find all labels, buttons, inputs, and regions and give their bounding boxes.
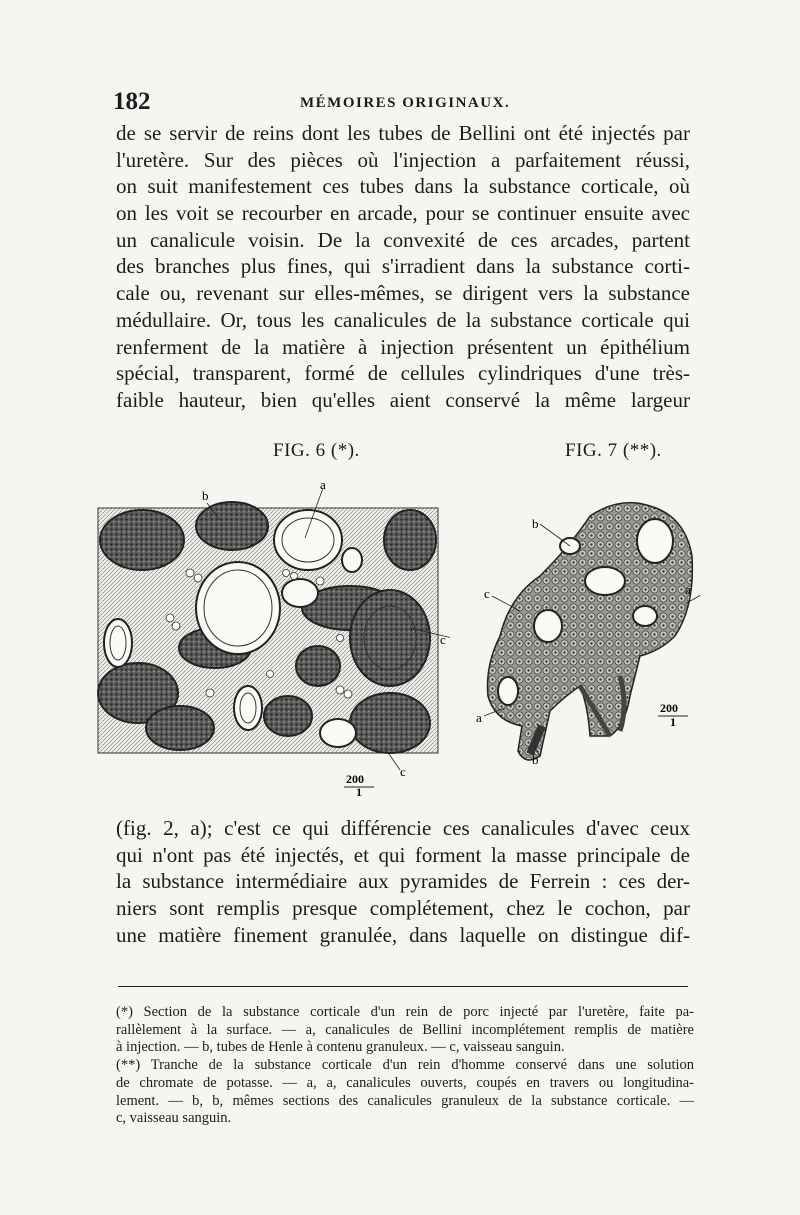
text-line: l'uretère. Sur des pièces où l'injection a parfaitement réussi,	[116, 147, 690, 172]
footnotes	[116, 1004, 694, 1128]
fig6-label-c: c	[440, 632, 446, 647]
text-line: qui n'ont pas été injectés, et qui forment la masse principale de	[116, 842, 690, 867]
footnote-line: c, vaisseau sanguin.	[116, 1110, 232, 1127]
fig7-scale-denominator: 1	[670, 715, 676, 729]
text-line: on les voit se recourber en arcade, pour se continuer ensuite avec	[116, 201, 690, 226]
text-line: médullaire. Or, tous les canalicules de la substance corticale qui	[116, 307, 690, 332]
fig7-label-a: a	[685, 582, 691, 597]
text-line: (fig. 2, a); c'est ce qui différencie ces canalicules d'avec ceux	[116, 816, 690, 840]
fig6-scale-numerator: 200	[346, 772, 364, 786]
text-line: on suit manifestement ces tubes dans la substance corticale, où	[116, 174, 690, 199]
fig7-label-a: a	[476, 710, 482, 725]
text-line: la substance intermédiaire aux pyramides de Ferrein : ces der-	[116, 869, 690, 894]
body-text-bottom	[116, 815, 690, 948]
fig6-label-a: a	[320, 478, 326, 492]
footnote-line: rallèlement à la surface. — a, canalicules de Bellini incomplétement remplis de matière	[116, 1021, 694, 1038]
fig7-label-b: b	[532, 516, 539, 531]
text-line: renferment de la matière à injection présentent un épithélium	[116, 334, 690, 359]
figure-6-illustration	[90, 478, 450, 798]
fig6-scale-denominator: 1	[356, 785, 362, 798]
fig6-label-c: c	[400, 764, 406, 779]
text-line: cale ou, revenant sur elles-mêmes, se dirigent vers la substance	[116, 281, 690, 306]
fig6-label-b: b	[202, 488, 209, 503]
text-line: faible hauteur, bien qu'elles aient conservé la même largeur	[116, 387, 690, 412]
text-line: de se servir de reins dont les tubes de Bellini ont été injectés par	[116, 121, 690, 145]
text-line: une matière finement granulée, dans laquelle on distingue dif-	[116, 922, 690, 947]
body-text-top	[116, 120, 690, 414]
fig7-label-b: b	[532, 752, 539, 766]
running-head: MÉMOIRES ORIGINAUX.	[300, 95, 511, 111]
footnote-line: (**) Tranche de la substance corticale d'un rein d'homme conservé dans une solution	[116, 1057, 694, 1074]
fig7-scale-numerator: 200	[660, 701, 678, 715]
figure-6-caption: FIG. 6 (*).	[273, 440, 360, 461]
footnote-rule	[118, 986, 688, 987]
figure-7-caption: FIG. 7 (**).	[565, 440, 662, 461]
text-line: spécial, transparent, formé de cellules cylindriques d'une très-	[116, 361, 690, 386]
text-line: des branches plus fines, qui s'irradient dans la substance corti-	[116, 254, 690, 279]
footnote-line: de chromate de potasse. — a, a, canalicules ouverts, coupés en travers ou longitudina-	[116, 1074, 694, 1091]
text-line: un canalicule voisin. De la convexité de ces arcades, partent	[116, 227, 690, 252]
figure-7-illustration	[470, 486, 700, 766]
page-number: 182	[113, 88, 151, 115]
fig7-label-c: c	[484, 586, 490, 601]
footnote-line: lement. — b, b, mêmes sections des canalicules granuleux de la substance corticale. —	[116, 1092, 694, 1109]
footnote-line: à injection. — b, tubes de Henle à contenu granuleux. — c, vaisseau sanguin.	[116, 1039, 565, 1056]
text-line: niers sont remplis presque complétement, chez le cochon, par	[116, 896, 690, 921]
footnote-line: (*) Section de la substance corticale d'un rein de porc injecté par l'uretère, faite pa-	[116, 1004, 694, 1020]
